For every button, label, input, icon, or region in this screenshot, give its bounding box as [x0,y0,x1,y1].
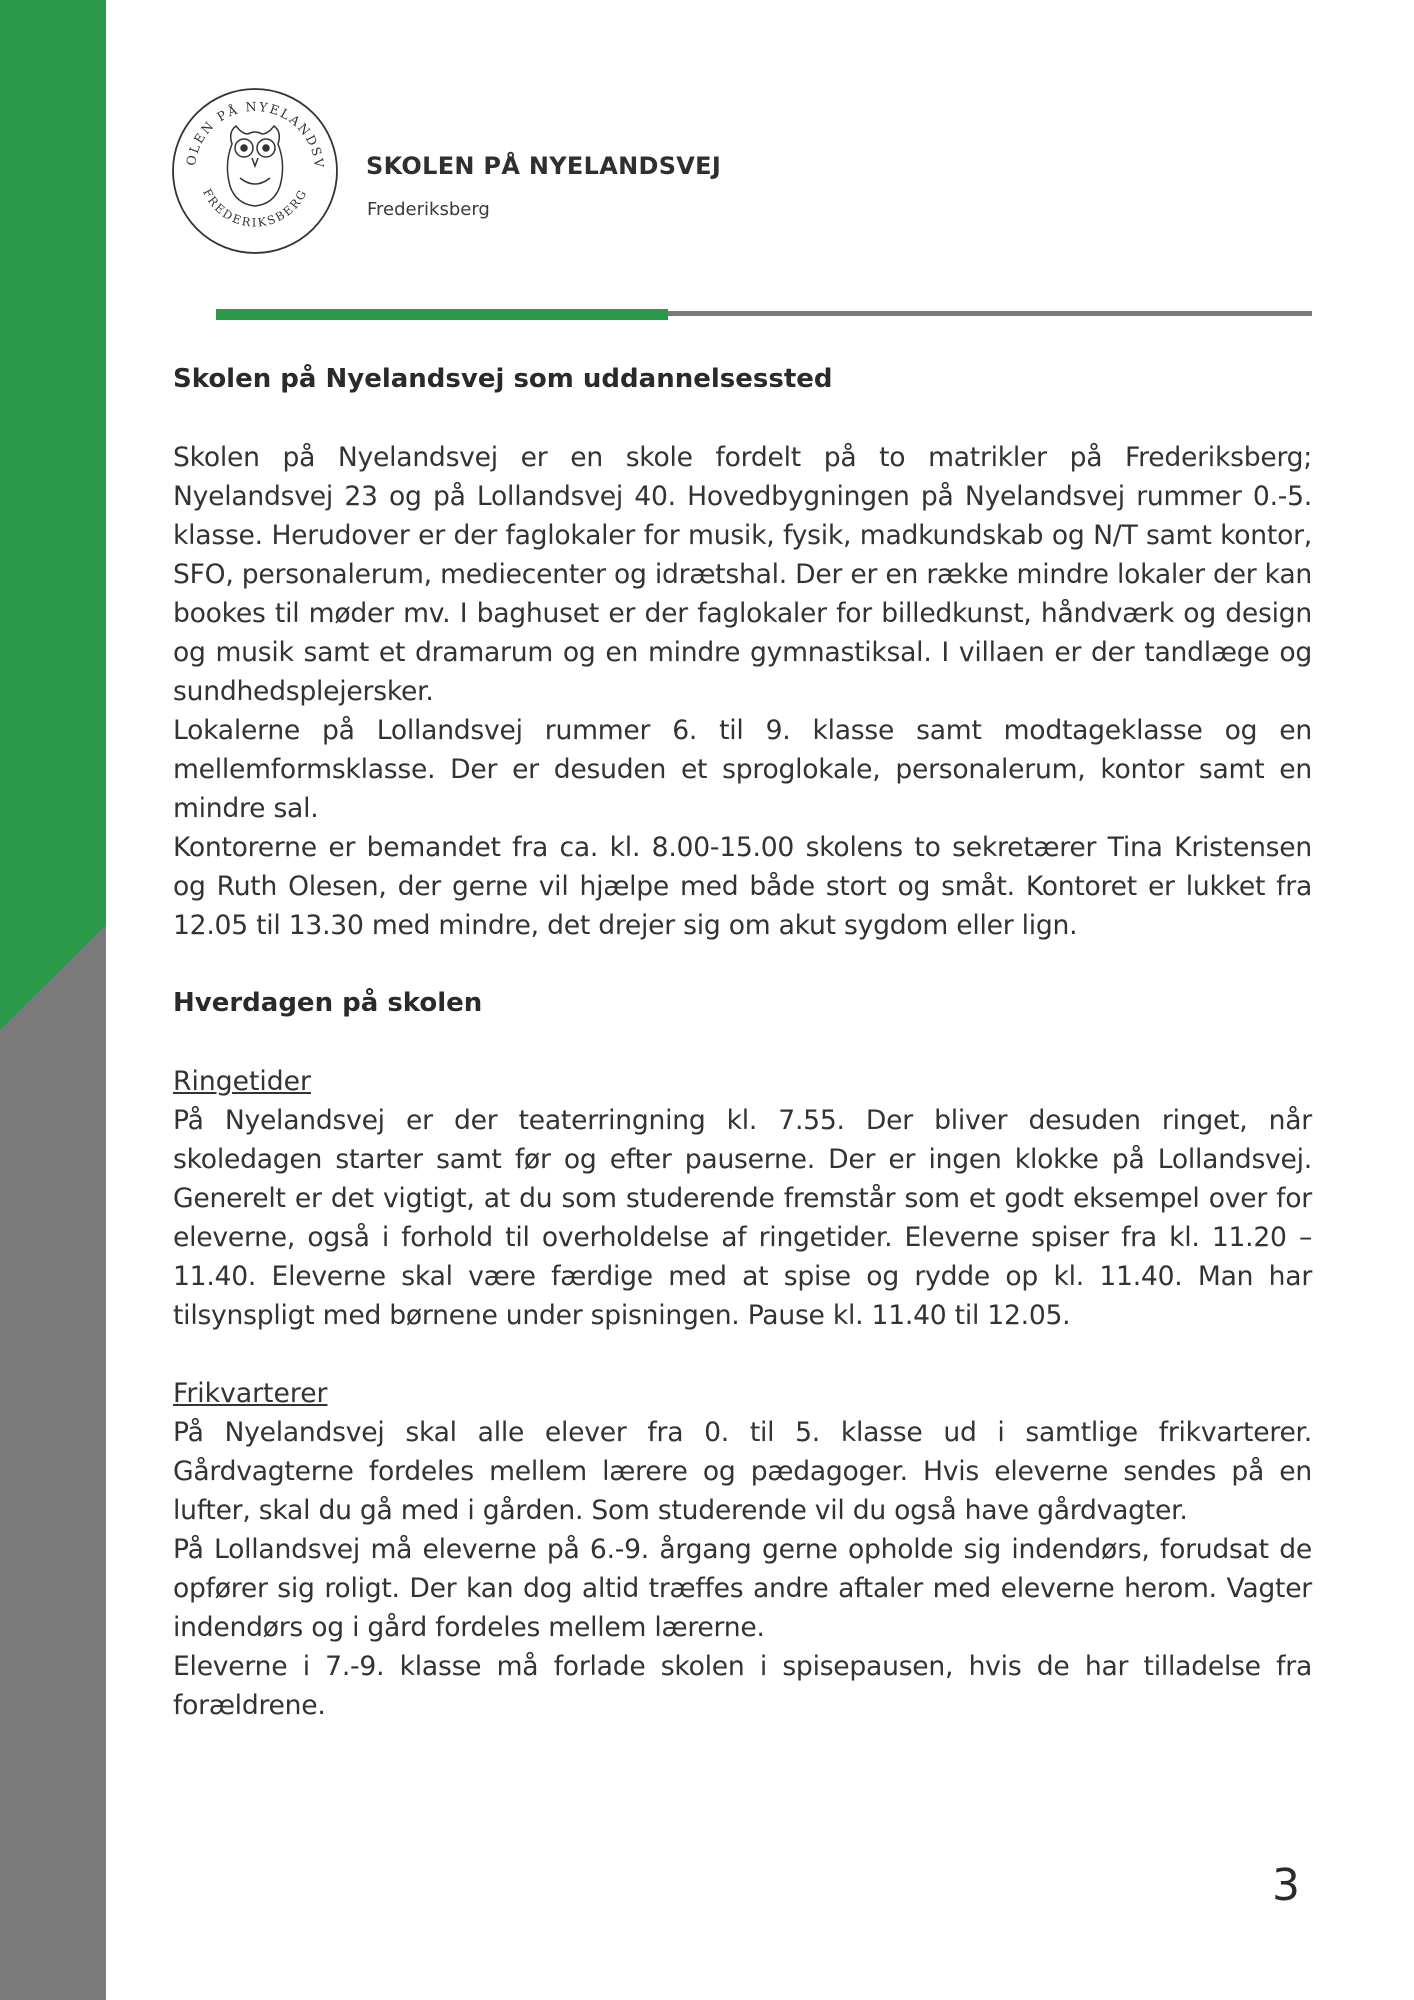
school-logo [170,86,340,256]
page-number: 3 [1272,1860,1300,1911]
sidebar-decoration [0,0,106,2000]
logo-arc-bottom: FREDERIKSBERG [200,186,310,230]
paragraph: På Nyelandsvej skal alle elever fra 0. til 5. klasse ud i samtlige frikvarterer. Gårdvagterne fordeles mellem lærere og pædagoger. Hvis eleverne sendes på en lufter, skal du gå med i gården. Som studerende vil du også have gårdvagter. [173,1417,1312,1526]
subheading-frikvarterer: Frikvarterer [173,1378,328,1409]
subheading-ringetider: Ringetider [173,1066,311,1097]
paragraph: På Lollandsvej må eleverne på 6.-9. årgang gerne opholde sig indendørs, forudsat de opfører sig roligt. Der kan dog altid træffes andre aftaler med eleverne herom. Vagter indendørs og i gård fordeles mellem lærerne. [173,1534,1312,1643]
logo-arc-top: OLEN PÅ NYELANDSV [183,98,328,171]
page-content [173,360,1312,1725]
paragraph: Skolen på Nyelandsvej er en skole fordelt på to matrikler på Frederiksberg; Nyelandsvej 23 og på Lollandsvej 40. Hovedbygningen på Nyelandsvej rummer 0.-5. klasse. Herudover er der faglokaler for musik, fysik, madkundskab og N/T samt kontor, SFO, personalerum, mediecenter og idrætshal. Der er en række mindre lokaler der kan bookes til møder mv. I baghuset er der faglokaler for billedkunst, håndværk og design og musik samt et dramarum og en mindre gymnastiksal. I villaen er der tandlæge og sundhedsplejersker. [173,442,1312,707]
paragraph: Kontorerne er bemandet fra ca. kl. 8.00-15.00 skolens to sekretærer Tina Kristensen og Ruth Olesen, der gerne vil hjælpe med både stort og småt. Kontoret er lukket fra 12.05 til 13.30 med mindre, det drejer sig om akut sygdom eller lign. [173,832,1312,941]
paragraph: På Nyelandsvej er der teaterringning kl. 7.55. Der bliver desuden ringet, når skoledagen starter samt før og efter pauserne. Der er ingen klokke på Lollandsvej. Generelt er det vigtigt, at du som studerende fremstår som et godt eksempel over for eleverne, også i forhold til overholdelse af ringetider. Eleverne spiser fra kl. 11.20 – 11.40. Eleverne skal være færdige med at spise og rydde op kl. 11.40. Man har tilsynspligt med børnene under spisningen. Pause kl. 11.40 til 12.05. [173,1105,1312,1331]
header-divider [216,309,1312,320]
school-location: Frederiksberg [367,199,490,220]
paragraph: Lokalerne på Lollandsvej rummer 6. til 9. klasse samt modtageklasse og en mellemformsklasse. Der er desuden et sproglokale, personalerum, kontor samt en mindre sal. [173,715,1312,824]
section-heading-uddannelsessted: Skolen på Nyelandsvej som uddannelsessted [173,364,833,394]
section-heading-hverdagen: Hverdagen på skolen [173,988,483,1018]
school-name: SKOLEN PÅ NYELANDSVEJ [366,152,722,180]
paragraph: Eleverne i 7.-9. klasse må forlade skolen i spisepausen, hvis de har tilladelse fra forældrene. [173,1651,1312,1721]
